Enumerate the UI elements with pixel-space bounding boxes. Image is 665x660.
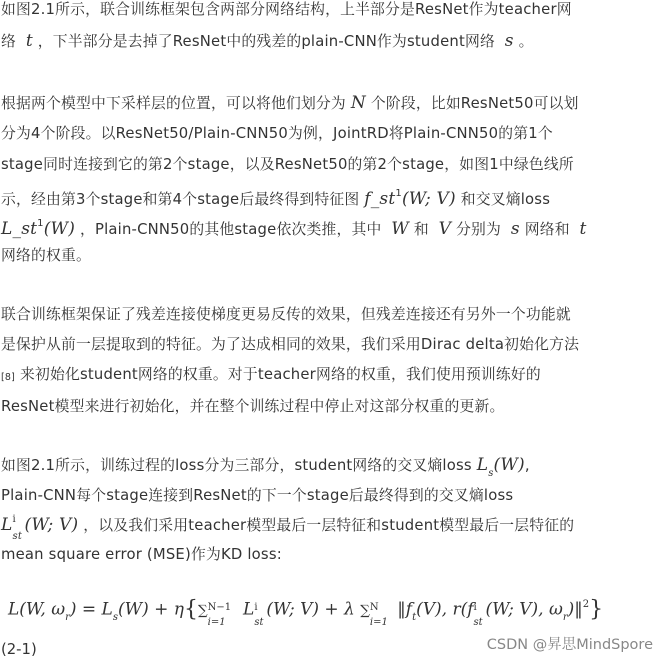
sum-symbol: ∑ [197, 602, 208, 619]
watermark: CSDN @昇思MindSpore [486, 637, 653, 653]
formula-text: (W) + η [118, 599, 184, 620]
math-sub: st [12, 531, 23, 542]
math-f-st: f_st [364, 188, 396, 209]
math-sup: 1 [37, 218, 44, 229]
sum-symbol: ∑ [360, 602, 370, 619]
math-script [12, 514, 25, 542]
p2-text: 示，经由第3个stage和第4个stage后最终得到特征图 [1, 190, 360, 208]
math-t: t [579, 218, 587, 239]
p3-text: 来初始化student网络的权重。对于teacher网络的权重，我们使用预训练好的 [19, 366, 541, 383]
formula-text: ) = L [69, 599, 113, 620]
math-args: (W) [493, 455, 525, 475]
equation-number: (2-1) [1, 641, 37, 658]
p2-line6: 网络的权重。 [1, 247, 91, 264]
p3-line1: 联合训练框架保证了残差连接使梯度更易反传的效果，但残差连接还有另外一个功能就 [1, 306, 571, 323]
p4-line3 [1, 513, 575, 542]
math-L-st: L_st [1, 218, 38, 239]
math-sup: i [12, 514, 16, 525]
math-args: (W; V) [24, 515, 79, 535]
formula-sub: st [254, 616, 264, 628]
p3-line4: ResNet模型来进行初始化，并在整个训练过程中停止对这部分权重的更新。 [1, 398, 505, 415]
formula-text: (W; V), ω [485, 599, 563, 620]
p2-text: 根据两个模型中下采样层的位置，可以将他们划分为 [1, 95, 346, 112]
p2-text: 个阶段，比如ResNet50可以划 [370, 95, 579, 112]
p1-line1: 如图2.1所示，联合训练框架包含两部分网络结构，上半部分是ResNet作为teacher网 [1, 1, 572, 18]
formula-brace: } [589, 596, 604, 622]
math-args: (W) [43, 218, 76, 239]
formula-text: )‖ [567, 599, 583, 620]
formula-sup: N−1 [207, 601, 232, 613]
p1-line2 [1, 29, 534, 54]
formula-text: (V), r(f [416, 599, 474, 620]
formula-sup: 2 [582, 599, 590, 610]
p1-text: 络 [1, 33, 16, 50]
kd-loss-formula [8, 592, 603, 631]
formula-lhs: L(W, ω [8, 599, 66, 620]
p1-text: ，下半部分是去掉了ResNet中的残差的plain-CNN作为student网络 [37, 33, 495, 50]
p3-line2: 是保护从前一层提取到的特征。为了达成相同的效果，我们采用Dirac delta初始化方法 [1, 336, 580, 353]
p4-line4: mean square error (MSE)作为KD loss: [1, 546, 282, 563]
math-V: V [438, 218, 452, 239]
p4-text: 如图2.1所示，训练过程的loss分为三部分，student网络的交叉熵loss [1, 457, 472, 474]
math-sup: 1 [395, 188, 402, 199]
formula-sub: i=1 [369, 616, 388, 628]
math-args: (W; V) [401, 188, 456, 209]
math-t: t [25, 31, 33, 51]
math-L: L [1, 515, 13, 535]
citation-ref[interactable]: [8] [1, 372, 16, 383]
p4-text: ，以及我们采用teacher模型最后一层特征和student模型最后一层特征的 [83, 517, 575, 534]
math-W: W [391, 218, 409, 239]
formula-sub: r [65, 612, 70, 624]
math-s: s [510, 218, 520, 239]
formula-text: L [237, 599, 255, 620]
math-N: N [350, 93, 366, 113]
p4-text: , [524, 457, 530, 474]
p2-line1 [1, 91, 579, 116]
p2-text: 网络和 [524, 220, 570, 238]
formula-sub: t [412, 612, 417, 624]
p2-line4 [1, 183, 550, 212]
p2-line3: stage同时连接到它的第2个stage，以及ResNet50的第2个stage，如图1中绿色线所 [1, 156, 574, 173]
formula-sub: s [112, 612, 118, 624]
p2-text: 和交叉熵loss [460, 190, 551, 208]
p4-line2: Plain-CNN每个stage连接到ResNet的下一个stage后最终得到的交叉熵loss [1, 487, 514, 504]
formula-text: (W; V) + λ [266, 599, 361, 620]
p2-text: ，Plain-CNN50的其他stage依次类推，其中 [79, 220, 382, 238]
p2-text: 分别为 [456, 220, 502, 238]
formula-sub: r [562, 612, 568, 624]
p3-line3 [1, 362, 541, 390]
math-L: L [476, 455, 489, 475]
formula-sub: i=1 [207, 616, 226, 628]
p1-text: 。 [518, 33, 534, 50]
formula-brace: { [183, 596, 198, 622]
formula-sup: i [254, 601, 258, 613]
formula-sup: i [473, 601, 477, 613]
math-sub: s [488, 467, 494, 479]
formula-text: ‖f [391, 599, 413, 620]
formula-sub: st [473, 616, 483, 628]
p2-line2: 分为4个阶段。以ResNet50/Plain-CNN50为例，JointRD将Plain-CNN50的第1个 [1, 125, 553, 142]
p2-text: 和 [413, 220, 429, 238]
formula-sup: N [369, 601, 379, 613]
p4-line1 [1, 453, 530, 484]
math-s: s [504, 31, 514, 51]
p2-line5 [1, 213, 587, 242]
